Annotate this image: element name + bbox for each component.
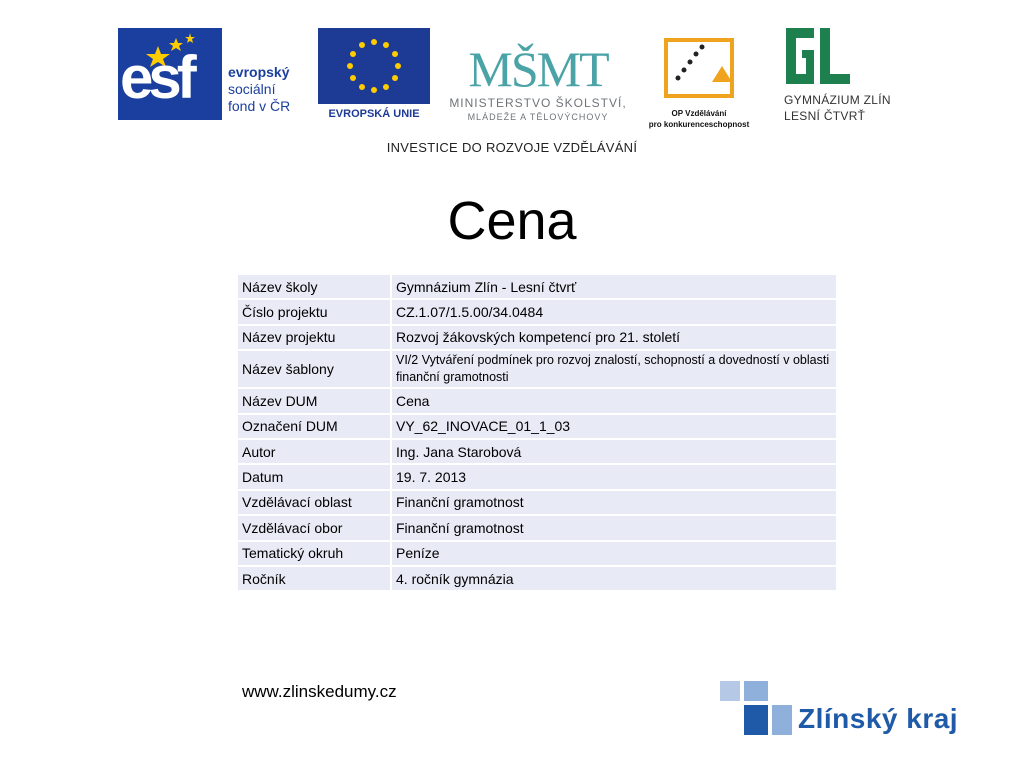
op-logo [638, 30, 760, 130]
row-value: 4. ročník gymnázia [391, 566, 837, 591]
msmt-line-2: MLÁDEŽE A TĚLOVÝCHOVY [467, 112, 609, 122]
msmt-logo [438, 30, 638, 130]
row-value: Finanční gramotnost [391, 515, 837, 540]
zlinsky-kraj-logo [718, 679, 968, 741]
table-row [237, 541, 837, 566]
row-key: Název školy [237, 274, 391, 299]
table-row [237, 350, 837, 388]
row-key: Vzdělávací oblast [237, 490, 391, 515]
table-row [237, 388, 837, 413]
table-row [237, 274, 837, 299]
row-value: Finanční gramotnost [391, 490, 837, 515]
eu-logo [318, 28, 430, 122]
page-title: Cena [447, 191, 577, 251]
row-key: Název projektu [237, 325, 391, 350]
gymnazium-line-1: GYMNÁZIUM ZLÍN [784, 93, 891, 107]
table-row [237, 439, 837, 464]
zlinsky-kraj-wordmark: Zlínský kraj [798, 703, 959, 734]
row-key: Autor [237, 439, 391, 464]
gymnazium-logo [784, 26, 914, 126]
esf-line-2: sociální [228, 81, 276, 97]
op-line-1: OP Vzdělávání [671, 109, 727, 118]
row-key: Označení DUM [237, 414, 391, 439]
row-key: Tematický okruh [237, 541, 391, 566]
row-value: 19. 7. 2013 [391, 464, 837, 489]
row-key: Název šablony [237, 350, 391, 388]
msmt-mark: MŠMT [468, 41, 608, 94]
table-row [237, 299, 837, 324]
row-value: CZ.1.07/1.5.00/34.0484 [391, 299, 837, 324]
table-row [237, 490, 837, 515]
table-row [237, 464, 837, 489]
row-value: Gymnázium Zlín - Lesní čtvrť [391, 274, 837, 299]
row-key: Číslo projektu [237, 299, 391, 324]
row-value: VI/2 Vytváření podmínek pro rozvoj znalostí, schopností a dovedností v oblasti finanční gramotnosti [391, 350, 837, 388]
msmt-caption [438, 96, 638, 124]
esf-line-3: fond v ČR [228, 98, 291, 114]
zlinsky-kraj-squares-icon [718, 679, 798, 741]
row-value: Peníze [391, 541, 837, 566]
row-value: Ing. Jana Starobová [391, 439, 837, 464]
op-caption [638, 108, 760, 130]
table-row [237, 515, 837, 540]
eu-caption: EVROPSKÁ UNIE [328, 108, 420, 120]
row-key: Ročník [237, 566, 391, 591]
metadata-table [236, 273, 838, 592]
row-key: Název DUM [237, 388, 391, 413]
gymnazium-mark-icon [784, 26, 854, 86]
investice-banner: INVESTICE DO ROZVOJE VZDĚLÁVÁNÍ [386, 140, 638, 155]
msmt-mark-icon [438, 30, 638, 94]
gymnazium-line-2: LESNÍ ČTVRŤ [784, 109, 866, 123]
row-value: VY_62_INOVACE_01_1_03 [391, 414, 837, 439]
table-row [237, 566, 837, 591]
footer-url-link[interactable]: www.zlinskedumy.cz [242, 682, 397, 701]
eu-flag-icon [318, 28, 430, 104]
row-value: Cena [391, 388, 837, 413]
esf-line-1: evropský [228, 64, 290, 80]
esf-wordmark: esf [120, 44, 192, 111]
table-row [237, 325, 837, 350]
op-mark-icon [638, 30, 760, 106]
logo-strip [0, 0, 1024, 140]
esf-logo [118, 28, 310, 120]
row-value: Rozvoj žákovských kompetencí pro 21. století [391, 325, 837, 350]
esf-mark [118, 28, 222, 120]
esf-caption [228, 64, 290, 115]
row-key: Datum [237, 464, 391, 489]
gymnazium-caption [784, 92, 891, 124]
table-row [237, 414, 837, 439]
row-key: Vzdělávací obor [237, 515, 391, 540]
op-line-2: pro konkurenceschopnost [648, 120, 750, 129]
msmt-line-1: MINISTERSTVO ŠKOLSTVÍ, [449, 96, 627, 110]
